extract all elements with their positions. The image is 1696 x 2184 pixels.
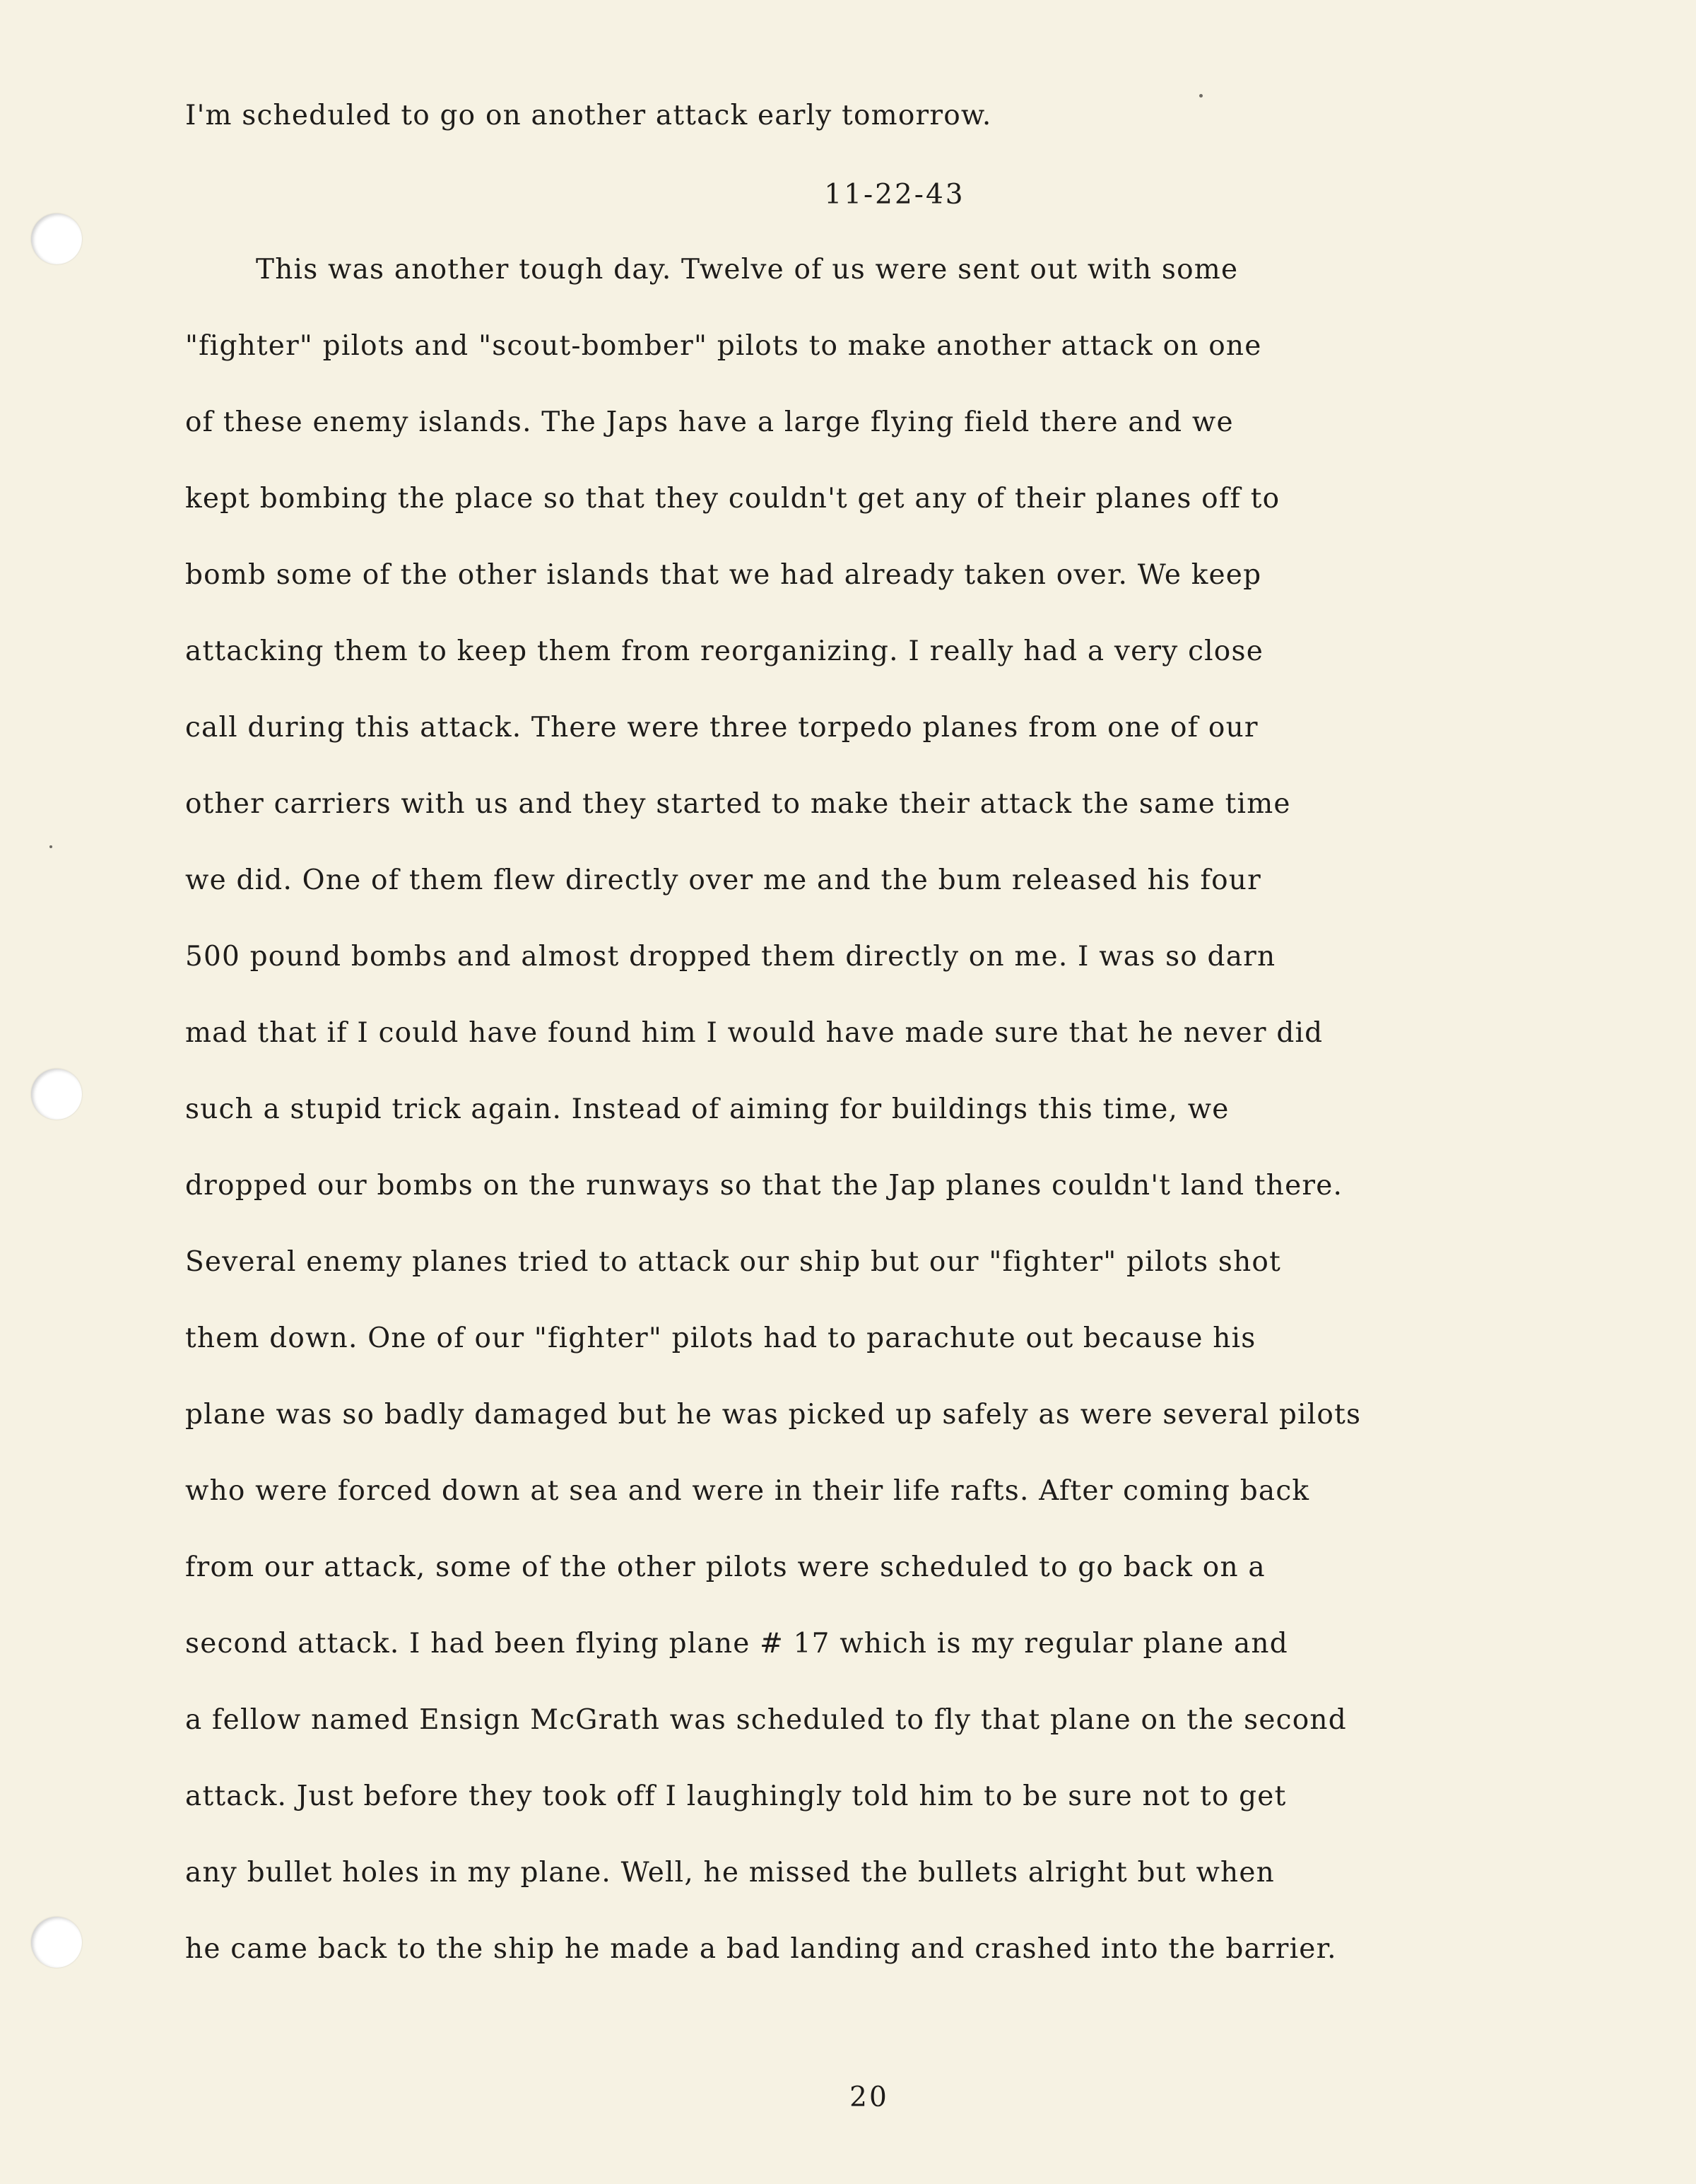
paragraph-line: dropped our bombs on the runways so that the Jap planes couldn't land there.: [185, 1170, 1343, 1202]
paragraph-line: second attack. I had been flying plane # 17 which is my regular plane and: [185, 1628, 1288, 1660]
paragraph-line: attack. Just before they took off I laughingly told him to be sure not to get: [185, 1780, 1287, 1812]
binder-hole-middle: [31, 1069, 82, 1120]
binder-hole-bottom: [31, 1917, 82, 1968]
binder-hole-top: [31, 213, 82, 264]
page-number: 20: [849, 2082, 889, 2113]
paragraph-line: This was another tough day. Twelve of us were sent out with some: [256, 254, 1239, 286]
paragraph-line: them down. One of our "fighter" pilots had to parachute out because his: [185, 1322, 1256, 1354]
paragraph-line: any bullet holes in my plane. Well, he missed the bullets alright but when: [185, 1857, 1275, 1889]
paragraph-line: who were forced down at sea and were in their life rafts. After coming back: [185, 1475, 1310, 1507]
paragraph-line: 500 pound bombs and almost dropped them directly on me. I was so darn: [185, 941, 1276, 973]
paragraph-line: he came back to the ship he made a bad landing and crashed into the barrier.: [185, 1933, 1337, 1965]
paragraph-line: we did. One of them flew directly over me and the bum released his four: [185, 864, 1261, 896]
paragraph-line: kept bombing the place so that they couldn't get any of their planes off to: [185, 483, 1280, 515]
paragraph-line: attacking them to keep them from reorganizing. I really had a very close: [185, 635, 1264, 667]
paragraph-line: Several enemy planes tried to attack our ship but our "fighter" pilots shot: [185, 1246, 1281, 1278]
paragraph-line: other carriers with us and they started to make their attack the same time: [185, 788, 1291, 820]
paper-speck: [49, 845, 52, 848]
paragraph-line: bomb some of the other islands that we had already taken over. We keep: [185, 559, 1262, 591]
paragraph-line: call during this attack. There were three torpedo planes from one of our: [185, 712, 1259, 744]
entry-date: 11-22-43: [824, 179, 965, 211]
paragraph-line: of these enemy islands. The Japs have a large flying field there and we: [185, 406, 1234, 438]
opening-line: I'm scheduled to go on another attack early tomorrow.: [185, 100, 992, 131]
paragraph-line: mad that if I could have found him I would have made sure that he never did: [185, 1017, 1324, 1049]
paragraph-line: from our attack, some of the other pilots were scheduled to go back on a: [185, 1551, 1266, 1583]
paragraph-line: "fighter" pilots and "scout-bomber" pilots to make another attack on one: [185, 330, 1262, 362]
paragraph-line: plane was so badly damaged but he was picked up safely as were several pilots: [185, 1399, 1362, 1431]
paragraph-line: a fellow named Ensign McGrath was scheduled to fly that plane on the second: [185, 1704, 1347, 1736]
paragraph-line: such a stupid trick again. Instead of aiming for buildings this time, we: [185, 1093, 1230, 1125]
paper-speck: [1199, 94, 1203, 98]
